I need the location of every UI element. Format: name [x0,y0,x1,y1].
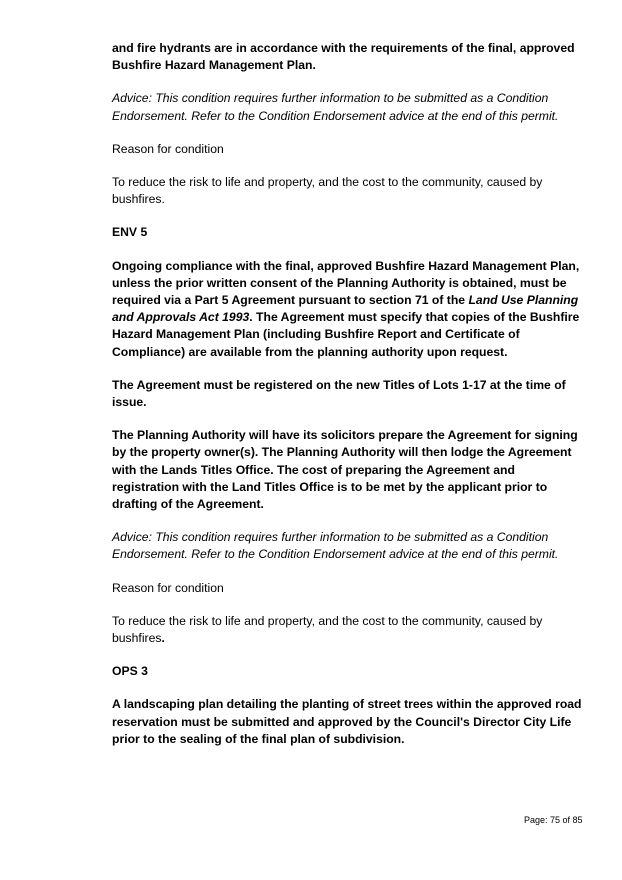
env5-reason-body: To reduce the risk to life and property, and the cost to the community, caused by bushfires [112,613,543,646]
reason-label-1: Reason for condition [112,141,224,156]
env5-paragraph-2: The Agreement must be registered on the new Titles of Lots 1-17 at the time of issue. [112,377,566,410]
env5-heading: ENV 5 [112,225,148,240]
advice-paragraph-1: Advice: This condition requires further information to be submitted as a Condition Endorsement. Refer to the Condition Endorsement advice at the end of this permit. [112,91,559,123]
env5-paragraph-1 [112,258,584,361]
env5-advice: Advice: This condition requires further information to be submitted as a Condition Endorsement. Refer to the Condition Endorsement advice at the end of this permit. [112,530,559,562]
env5-reason-label: Reason for condition [112,580,224,595]
env5-reason-period: . [161,631,165,646]
ops3-paragraph: A landscaping plan detailing the planting of street trees within the approved road reservation must be submitted and approved by the Council's Director City Life prior to the sealing of the final plan of subdivision. [112,697,582,746]
env5-p1-part-b: . The Agreement must specify that copies of the Bushfire Hazard Management Plan (including Bushfire Report and Certificate of Compliance) are available from the planning authority upon request. [112,310,580,359]
document-body [112,40,584,748]
reason-text-1: To reduce the risk to life and property, and the cost to the community, caused by bushfires. [112,175,543,207]
opening-paragraph: and fire hydrants are in accordance with the requirements of the final, approved Bushfire Hazard Management Plan. [112,41,575,73]
env5-p1-part-a: Ongoing compliance with the final, approved Bushfire Hazard Management Plan, unless the prior written consent of the Planning Authority is obtained, must be required via a Part 5 Agreement pursuant to section 71 of the [112,258,580,308]
env5-reason-text [112,613,584,647]
env5-act-title: Land Use Planning and Approvals Act 1993 [112,293,579,325]
ops3-heading: OPS 3 [112,664,148,679]
page-number: Page: 75 of 85 [524,815,583,825]
env5-paragraph-3: The Planning Authority will have its solicitors prepare the Agreement for signing by the property owner(s). The Planning Authority will then lodge the Agreement with the Lands Titles Office. The cost of preparing the Agreement and registration with the Land Titles Office is to be met by the applicant prior to drafting of the Agreement. [112,428,578,512]
